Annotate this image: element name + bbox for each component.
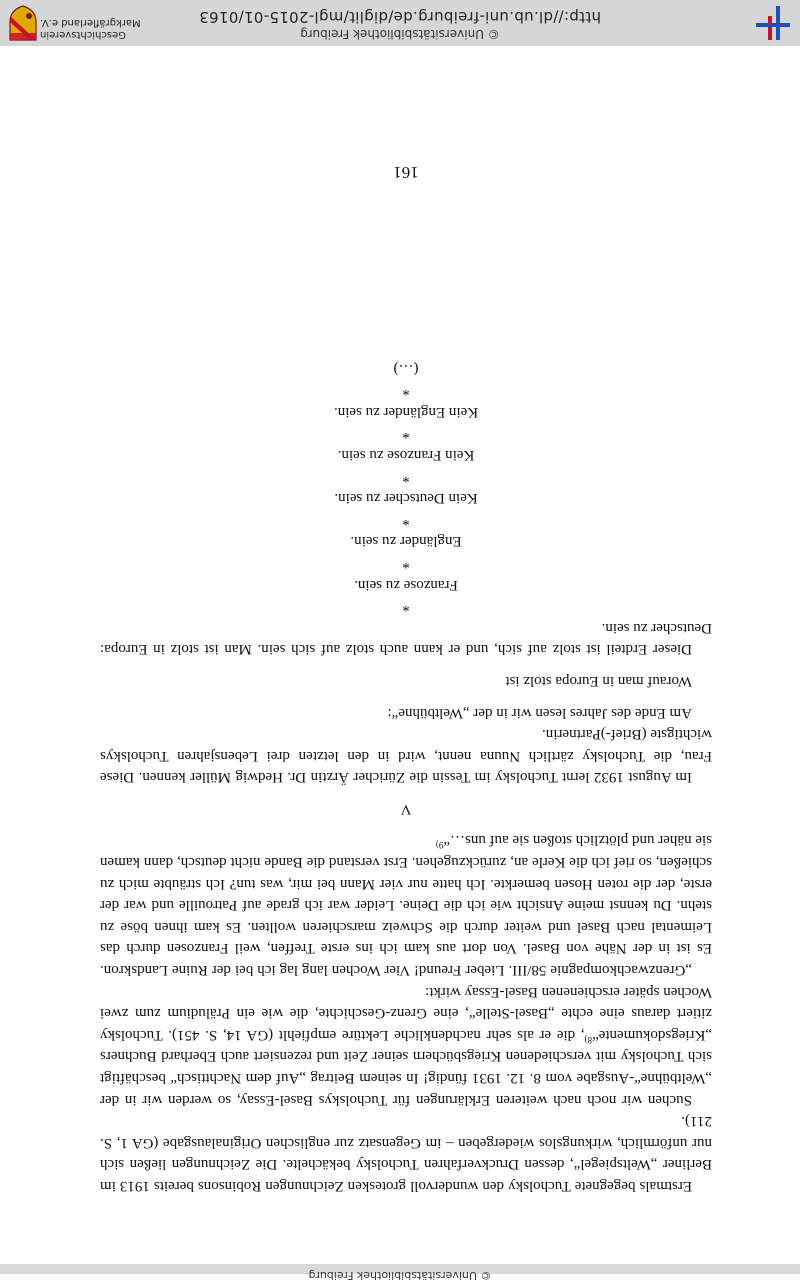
library-footer bbox=[0, 0, 800, 46]
quote-paragraph: „Grenzwachkompagnie 58/III. Lieber Freund! Vier Wochen lang lag ich bei der Ruine Landskron. Es ist in der Nähe von Basel. Von dort aus kam ich ins erste Treffen, weil Franzosen durch das Leimental nach Basel und weiter durch die Schweiz marschieren wollten. Es kam ihnen böse zu stehn. Du kennst meine Ansicht wie ich die Deine. Leider war ich grade auf Patrouille und war der erste, der die roten Hosen bemerkte. Ich hatte nur vier Mann bei mir, was tun? Ich sträubte mich zu schießen, so rief ich die Kerle an, zurückzugehen. Erst verstand die Bande nicht deutsch, dann kamen sie näher und plötzlich stoßen sie auf uns…“$^{9)}$ bbox=[100, 832, 712, 979]
paragraph: Am Ende des Jahres lesen wir in der „Weltbühne“: bbox=[387, 704, 692, 721]
verse-line: Franzose zu sein. bbox=[354, 576, 458, 593]
separator-star: * bbox=[402, 598, 410, 615]
section-heading: V bbox=[400, 800, 412, 817]
separator-star: * bbox=[402, 511, 410, 528]
separator-star: * bbox=[402, 425, 410, 442]
verse-line: Kein Deutscher zu sein. bbox=[334, 490, 478, 507]
footnote-ref: 8) bbox=[584, 1034, 593, 1045]
poem-title: Worauf man in Europa stolz ist bbox=[505, 672, 692, 689]
paragraph: Dieser Erdteil ist stolz auf sich, und er kann auch stolz auf sich sein. Man ist stolz in Europa: Deutscher zu sein. bbox=[100, 619, 712, 658]
verse-line: Engländer zu sein. bbox=[350, 533, 462, 550]
document-body bbox=[100, 357, 712, 1196]
footnote-ref: 9) bbox=[435, 840, 444, 851]
page-number: 161 bbox=[393, 163, 419, 182]
paragraph: Erstmals begegnete Tucholsky den wundervoll grotesken Zeichnungen Robinsons bereits 1913 im Berliner „Weltspiegel“, dessen Druckverfahren Tucholsky bekächelte. Die Zeichnungen ließen sich nur unförmlich, wirkungslos wiedergeben – im Gegensatz zur englischen Originalausgabe (GA 1, S. 211). bbox=[100, 1113, 712, 1194]
ellipsis: (…) bbox=[393, 360, 419, 377]
footer-copyright: © Universitätsbibliothek Freiburg bbox=[300, 27, 500, 41]
footer-ghost-band bbox=[0, 1264, 800, 1282]
separator-star: * bbox=[402, 382, 410, 399]
paragraph: Im August 1932 lernt Tucholsky im Tessin die Züricher Ärztin Dr. Hedwig Müller kennen. Diese Frau, die Tucholsky zärtlich Nuuna nennt, wird in den letzten drei Lebensjahren Tucholskys wichtigste (Brief-)Partnerin. bbox=[100, 726, 712, 786]
separator-star: * bbox=[402, 468, 410, 485]
society-name: Geschichtsverein Markgräflerland e.V. bbox=[40, 17, 141, 40]
verse-line: Kein Engländer zu sein. bbox=[333, 403, 479, 420]
footer-url[interactable]: http://dl.ub.uni-freiburg.de/diglit/mgl-2015-01/0163 bbox=[198, 8, 602, 26]
separator-star: * bbox=[402, 554, 410, 571]
footer-ghost-text: © Universitätsbibliothek Freiburg bbox=[308, 1269, 492, 1282]
paragraph: Suchen wir noch nach weiteren Erklärungen für Tucholskys Basel-Essay, so werden wir in der „Weltbühne“-Ausgabe vom 8. 12. 1931 fündig! In seinem Beitrag „Auf dem Nachttisch“ beschäftigt sich Tucholsky mit verschiedenen Kriegsbüchern seiner Zeit und rezensiert auch Eberhard Buchners „Kriegsdokumente“$^{8)}$, die er als sehr nachdenkliche Lektüre empfiehlt (GA 14, S. 451). Tucholsky zitiert daraus eine echte „Basel-Stelle“, eine Grenz-Geschichte, die wie ein Präludium zum zwei Wochen später erschienenen Basel-Essay wirkt: bbox=[100, 983, 712, 1108]
verse-line: Kein Franzose zu sein. bbox=[337, 447, 475, 463]
heraldic-crest-icon bbox=[8, 4, 38, 42]
